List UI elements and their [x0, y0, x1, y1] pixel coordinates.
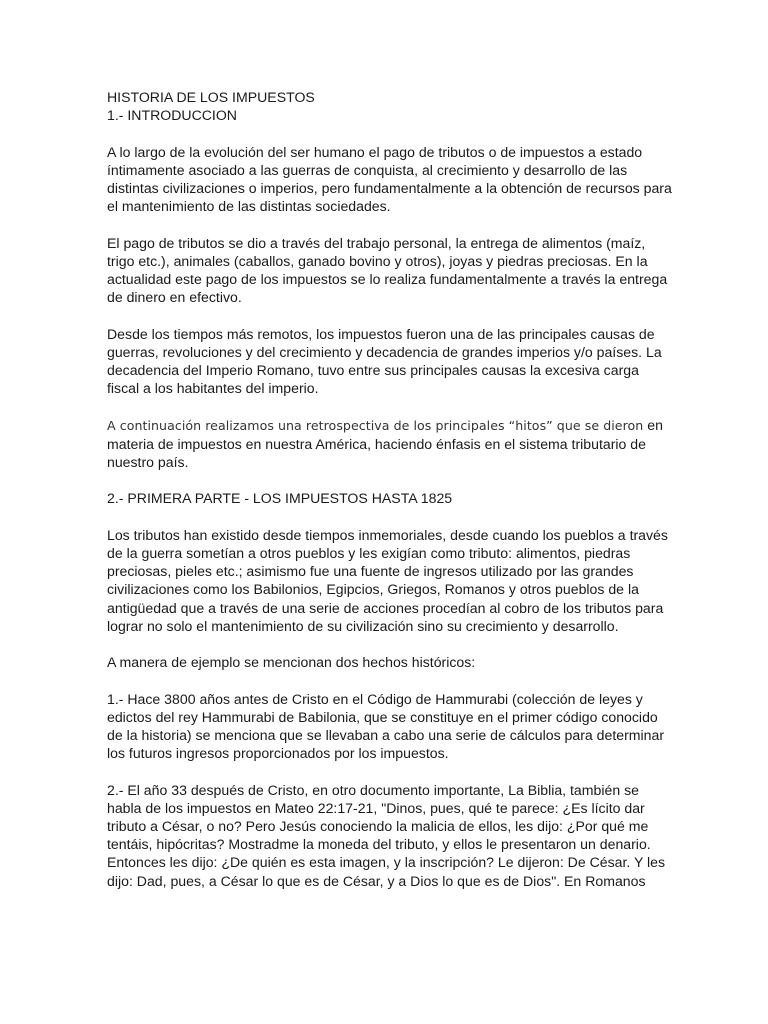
paragraph-3: [107, 325, 667, 398]
text-line: los futuros ingresos proporcionados por los impuestos.: [107, 745, 449, 762]
text-line: civilizaciones como los Babilonios, Egipcios, Griegos, Romanos y otros pueblos de la: [107, 581, 639, 598]
text-line: lograr no solo el mantenimiento de su civilización sino su crecimiento y desarrollo.: [107, 617, 619, 634]
text-line: tentáis, hipócritas? Mostradme la moneda del tributo, y ellos le presentaron un denario.: [107, 836, 651, 853]
text-segment: en: [643, 416, 663, 433]
text-line: edictos del rey Hammurabi de Babilonia, que se constituye en el primer código conocido: [107, 708, 658, 725]
document-header: [107, 88, 667, 124]
text-line: El pago de tributos se dio a través del trabajo personal, la entrega de alimentos (maíz,: [107, 234, 646, 251]
document-title: HISTORIA DE LOS IMPUESTOS: [107, 89, 315, 105]
paragraph-8: [107, 781, 667, 890]
text-line: dijo: Dad, pues, a César lo que es de César, y a Dios lo que es de Dios". En Romanos: [107, 872, 646, 889]
text-light-segment: A continuación realizamos una retrospectiva de los principales “hitos” que se dieron: [107, 417, 644, 433]
text-line: actualidad este pago de los impuestos se lo realiza fundamentalmente a través la entrega: [107, 271, 668, 287]
text-line: antigüedad que a través de una serie de acciones procedían al cobro de los tributos para: [107, 599, 664, 616]
paragraph-5: [107, 526, 667, 635]
text-line: habla de los impuestos en Mateo 22:17-21, "Dinos, pues, qué te parece: ¿Es lícito dar: [107, 799, 645, 816]
paragraph-7: [107, 690, 667, 763]
section-heading-introduccion: 1.- INTRODUCCION: [107, 107, 237, 124]
section-heading-primera-parte: 2.- PRIMERA PARTE - LOS IMPUESTOS HASTA 1825: [107, 490, 453, 507]
text-line: de la guerra sometían a otros pueblos y les exigían como tributo: alimentos, piedras: [107, 544, 631, 561]
text-line: 1.- Hace 3800 años antes de Cristo en el Código de Hammurabi (colección de leyes y: [107, 690, 643, 707]
text-line: preciosas, pieles etc.; asimismo fue una fuente de ingresos utilizado por las grandes: [107, 563, 634, 580]
document-page: [107, 88, 672, 908]
paragraph-2: [107, 234, 667, 307]
text-line: [107, 416, 667, 435]
section-heading-primera-parte-block: [107, 489, 667, 507]
text-line: guerras, revoluciones y del crecimiento y decadencia de grandes imperios y/o países. La: [107, 343, 662, 360]
text-line: Desde los tiempos más remotos, los impuestos fueron una de las principales causas de: [107, 325, 655, 342]
text-line: A lo largo de la evolución del ser humano el pago de tributos o de impuestos a estado: [107, 143, 643, 160]
text-line: A manera de ejemplo se mencionan dos hechos históricos:: [107, 654, 476, 671]
text-line: de la historia) se menciona que se llevaban a cabo una serie de cálculos para determinar: [107, 726, 665, 743]
paragraph-6: [107, 653, 667, 671]
text-line: Entonces les dijo: ¿De quién es esta imagen, y la inscripción? Le dijeron: De César. Y les: [107, 854, 666, 871]
text-line: Los tributos han existido desde tiempos inmemoriales, desde cuando los pueblos a través: [107, 526, 668, 543]
text-line: tributo a César, o no? Pero Jesús conociendo la malicia de ellos, les dijo: ¿Por qué me: [107, 817, 649, 834]
text-line: materia de impuestos en nuestra América, haciendo énfasis en el sistema tributario de: [107, 435, 646, 452]
paragraph-4: [107, 416, 667, 472]
text-line: de dinero en efectivo.: [107, 289, 242, 306]
text-line: decadencia del Imperio Romano, tuvo entre sus principales causas la excesiva carga: [107, 362, 639, 378]
text-line: nuestro país.: [107, 454, 189, 470]
text-line: el mantenimiento de las distintas sociedades.: [107, 198, 391, 215]
paragraph-1: [107, 143, 672, 216]
text-line: fiscal a los habitantes del imperio.: [107, 380, 319, 397]
text-line: 2.- El año 33 después de Cristo, en otro documento importante, La Biblia, también se: [107, 781, 639, 798]
text-line: distintas civilizaciones o imperios, pero fundamentalmente a la obtención de recursos para: [107, 180, 672, 196]
text-line: íntimamente asociado a las guerras de conquista, al crecimiento y desarrollo de las: [107, 161, 628, 178]
text-line: trigo etc.), animales (caballos, ganado bovino y otros), joyas y piedras preciosas. En la: [107, 252, 648, 269]
